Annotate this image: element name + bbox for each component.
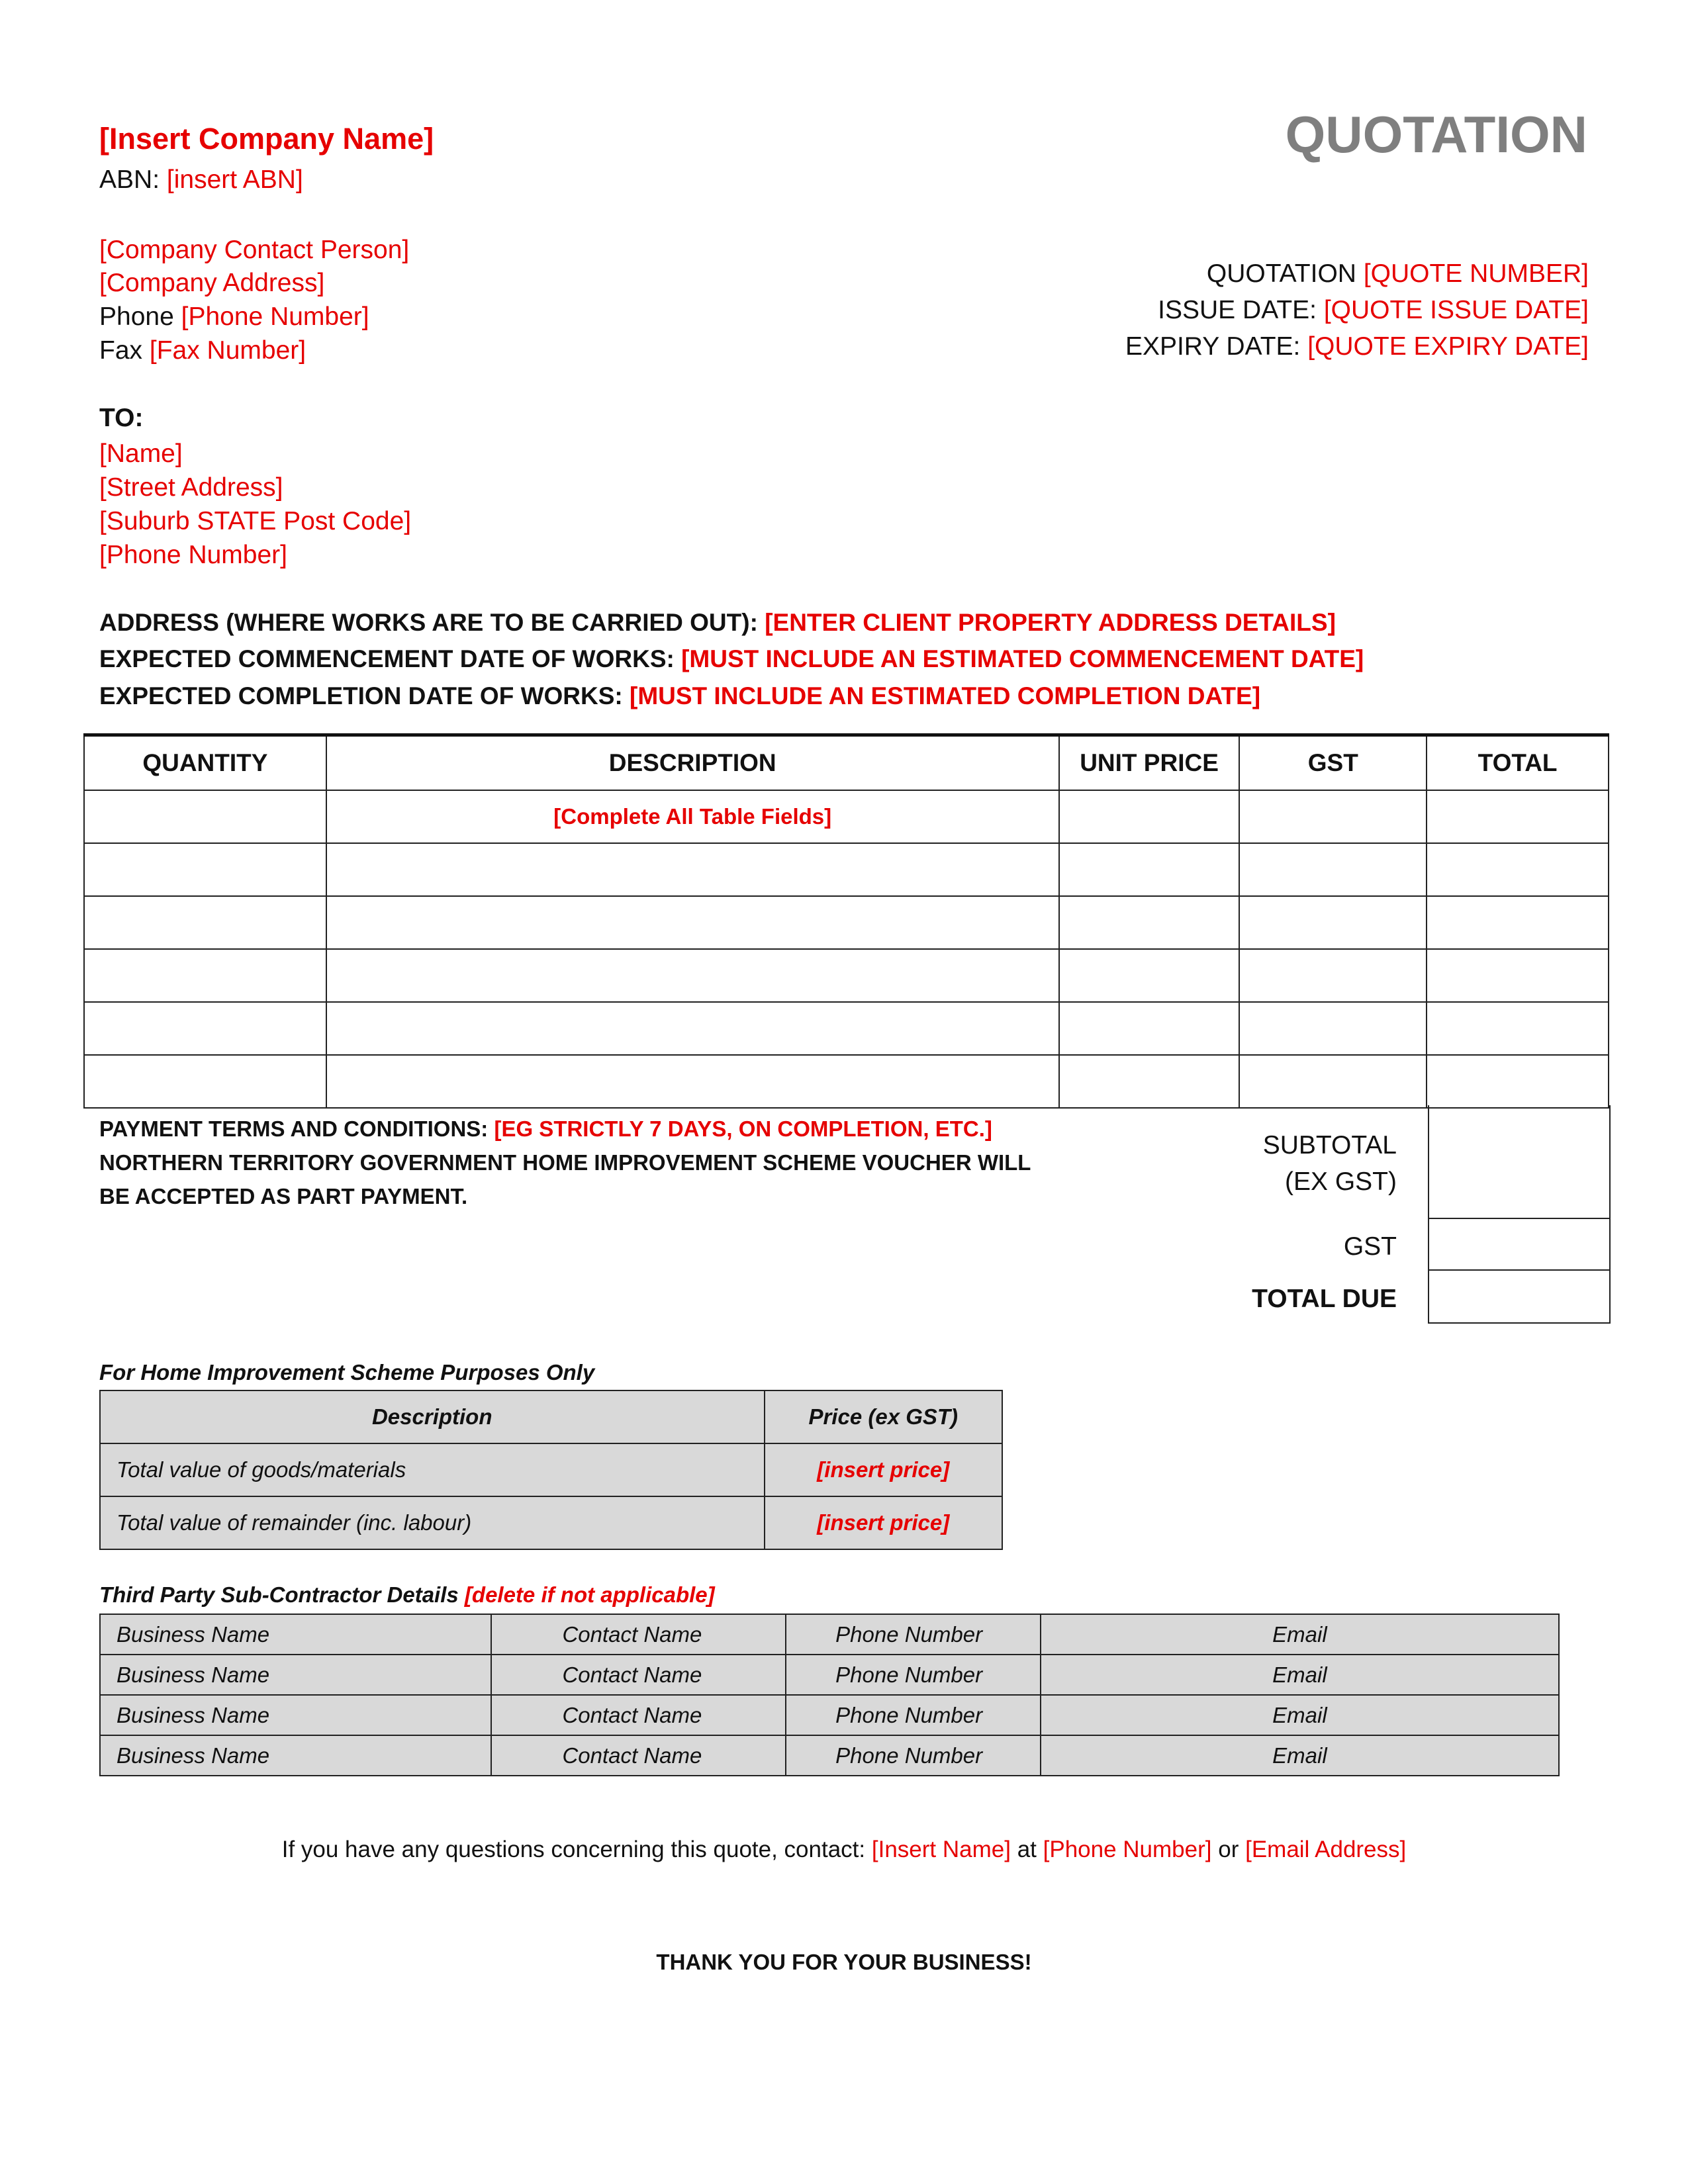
subtotal-box[interactable] [1428, 1105, 1611, 1219]
cell-quantity[interactable] [84, 949, 326, 1002]
cell-gst[interactable] [1239, 949, 1427, 1002]
cell-total[interactable] [1427, 1002, 1609, 1055]
complete-fields-note: [Complete All Table Fields] [553, 804, 832, 829]
subcontractor-heading [99, 1581, 715, 1609]
issue-date-value: [QUOTE ISSUE DATE] [1323, 296, 1589, 324]
subtotal-label-line1: SUBTOTAL [1262, 1131, 1397, 1160]
abn-label: ABN: [99, 165, 160, 194]
expiry-date-value: [QUOTE EXPIRY DATE] [1307, 332, 1589, 361]
cell-description[interactable] [326, 843, 1059, 896]
payment-terms-line [99, 1115, 992, 1143]
sub-business-name[interactable]: Business Name [100, 1614, 491, 1655]
col-description: DESCRIPTION [326, 735, 1059, 791]
cell-total[interactable] [1427, 896, 1609, 949]
issue-date-label: ISSUE DATE: [1158, 296, 1317, 324]
col-total: TOTAL [1427, 735, 1609, 791]
thank-you-message: THANK YOU FOR YOUR BUSINESS! [656, 1950, 1032, 1974]
phone-label: Phone [99, 302, 174, 331]
cell-gst[interactable] [1239, 843, 1427, 896]
quote-number-line [1207, 258, 1589, 290]
phone-value: [Phone Number] [181, 302, 369, 331]
cell-description[interactable] [326, 1055, 1059, 1108]
table-row [100, 1735, 1559, 1776]
cell-unit-price[interactable] [1059, 949, 1240, 1002]
recipient-name: [Name] [99, 439, 183, 468]
gst-label: GST [1343, 1232, 1397, 1261]
subcontractor-heading-note: [delete if not applicable] [464, 1582, 715, 1607]
contact-person: [Company Contact Person] [99, 236, 410, 264]
questions-line [0, 1835, 1688, 1864]
cell-gst[interactable] [1239, 1055, 1427, 1108]
recipient-suburb: [Suburb STATE Post Code] [99, 507, 412, 535]
expiry-date-line [1125, 331, 1589, 363]
cell-quantity[interactable] [84, 1055, 326, 1108]
abn-value: [insert ABN] [166, 165, 303, 194]
cell-gst[interactable] [1239, 1002, 1427, 1055]
scheme-goods-label: Total value of goods/materials [100, 1443, 765, 1496]
cell-description[interactable] [326, 790, 1059, 843]
sub-business-name[interactable]: Business Name [100, 1735, 491, 1776]
table-row [100, 1655, 1559, 1695]
table-row [100, 1614, 1559, 1655]
table-row [84, 843, 1609, 896]
fax-label: Fax [99, 336, 143, 365]
subcontractor-table [99, 1614, 1560, 1776]
sub-email[interactable]: Email [1041, 1695, 1559, 1735]
sub-email[interactable]: Email [1041, 1735, 1559, 1776]
quote-number-value: [QUOTE NUMBER] [1363, 259, 1589, 288]
completion-label: EXPECTED COMPLETION DATE OF WORKS: [99, 682, 623, 709]
col-quantity: QUANTITY [84, 735, 326, 791]
document-title: QUOTATION [1285, 105, 1587, 163]
scheme-table [99, 1390, 1003, 1550]
sub-business-name[interactable]: Business Name [100, 1655, 491, 1695]
total-due-label: TOTAL DUE [1252, 1285, 1397, 1313]
scheme-col-price: Price (ex GST) [765, 1390, 1003, 1443]
cell-description[interactable] [326, 896, 1059, 949]
payment-terms-value: [EG STRICTLY 7 DAYS, ON COMPLETION, ETC.] [494, 1116, 992, 1141]
company-address: [Company Address] [99, 269, 325, 297]
sub-contact-name[interactable]: Contact Name [491, 1735, 786, 1776]
cell-total[interactable] [1427, 949, 1609, 1002]
scheme-goods-price[interactable]: [insert price] [765, 1443, 1003, 1496]
sub-phone-number[interactable]: Phone Number [786, 1695, 1041, 1735]
cell-unit-price[interactable] [1059, 896, 1240, 949]
recipient-street: [Street Address] [99, 473, 283, 502]
col-gst: GST [1239, 735, 1427, 791]
completion-value: [MUST INCLUDE AN ESTIMATED COMPLETION DATE] [630, 682, 1261, 709]
issue-date-line [1158, 295, 1589, 326]
commencement-value: [MUST INCLUDE AN ESTIMATED COMMENCEMENT DATE] [681, 645, 1364, 672]
footer-contact-email: [Email Address] [1245, 1837, 1407, 1862]
cell-unit-price[interactable] [1059, 1002, 1240, 1055]
scheme-header-row [100, 1390, 1002, 1443]
voucher-line-2: BE ACCEPTED AS PART PAYMENT. [99, 1184, 468, 1208]
expiry-date-label: EXPIRY DATE: [1125, 332, 1301, 361]
sub-phone-number[interactable]: Phone Number [786, 1655, 1041, 1695]
footer-contact-name: [Insert Name] [871, 1837, 1011, 1862]
cell-total[interactable] [1427, 843, 1609, 896]
table-row [84, 1002, 1609, 1055]
table-header-row [84, 735, 1609, 791]
voucher-line-1: NORTHERN TERRITORY GOVERNMENT HOME IMPROVEMENT SCHEME VOUCHER WILL [99, 1150, 1031, 1175]
subcontractor-heading-text: Third Party Sub-Contractor Details [99, 1582, 459, 1607]
recipient-phone: [Phone Number] [99, 541, 287, 569]
scheme-remainder-label: Total value of remainder (inc. labour) [100, 1496, 765, 1549]
sub-email[interactable]: Email [1041, 1655, 1559, 1695]
table-row [100, 1443, 1002, 1496]
completion-line [99, 681, 1260, 711]
questions-text: If you have any questions concerning this quote, contact: [281, 1837, 866, 1862]
cell-quantity[interactable] [84, 843, 326, 896]
phone-line [99, 301, 369, 333]
scheme-remainder-price[interactable]: [insert price] [765, 1496, 1003, 1549]
commencement-label: EXPECTED COMMENCEMENT DATE OF WORKS: [99, 645, 675, 672]
fax-value: [Fax Number] [149, 336, 306, 365]
scheme-heading: For Home Improvement Scheme Purposes Only [99, 1360, 595, 1385]
subtotal-label [1263, 1130, 1397, 1198]
total-due-box[interactable] [1428, 1271, 1611, 1324]
works-address-value: [ENTER CLIENT PROPERTY ADDRESS DETAILS] [765, 609, 1336, 636]
cell-gst[interactable] [1239, 790, 1427, 843]
footer-at: at [1017, 1837, 1037, 1862]
company-name: [Insert Company Name] [99, 122, 434, 156]
works-address-label: ADDRESS (WHERE WORKS ARE TO BE CARRIED OUT): [99, 609, 758, 636]
footer-or: or [1218, 1837, 1239, 1862]
table-row [84, 790, 1609, 843]
scheme-col-description: Description [100, 1390, 765, 1443]
quote-items-table [83, 733, 1609, 1109]
sub-contact-name[interactable]: Contact Name [491, 1655, 786, 1695]
subtotal-label-line2: (EX GST) [1284, 1167, 1397, 1196]
sub-contact-name[interactable]: Contact Name [491, 1695, 786, 1735]
table-row [84, 1055, 1609, 1108]
table-row [100, 1695, 1559, 1735]
cell-total[interactable] [1427, 1055, 1609, 1108]
cell-quantity[interactable] [84, 896, 326, 949]
abn-line [99, 164, 303, 196]
sub-contact-name[interactable]: Contact Name [491, 1614, 786, 1655]
sub-phone-number[interactable]: Phone Number [786, 1614, 1041, 1655]
cell-unit-price[interactable] [1059, 843, 1240, 896]
gst-box[interactable] [1428, 1218, 1611, 1271]
cell-unit-price[interactable] [1059, 1055, 1240, 1108]
footer-contact-phone: [Phone Number] [1043, 1837, 1212, 1862]
col-unit-price: UNIT PRICE [1059, 735, 1240, 791]
payment-terms-label: PAYMENT TERMS AND CONDITIONS: [99, 1116, 489, 1141]
fax-line [99, 335, 306, 367]
sub-email[interactable]: Email [1041, 1614, 1559, 1655]
commencement-line [99, 644, 1364, 674]
cell-quantity[interactable] [84, 1002, 326, 1055]
cell-unit-price[interactable] [1059, 790, 1240, 843]
cell-gst[interactable] [1239, 896, 1427, 949]
table-row [84, 896, 1609, 949]
quote-number-label: QUOTATION [1206, 259, 1356, 288]
cell-quantity[interactable] [84, 790, 326, 843]
to-label: TO: [99, 404, 144, 432]
table-row [100, 1496, 1002, 1549]
works-address-line [99, 608, 1336, 638]
sub-business-name[interactable]: Business Name [100, 1695, 491, 1735]
sub-phone-number[interactable]: Phone Number [786, 1735, 1041, 1776]
cell-total[interactable] [1427, 790, 1609, 843]
cell-description[interactable] [326, 1002, 1059, 1055]
cell-description[interactable] [326, 949, 1059, 1002]
table-row [84, 949, 1609, 1002]
